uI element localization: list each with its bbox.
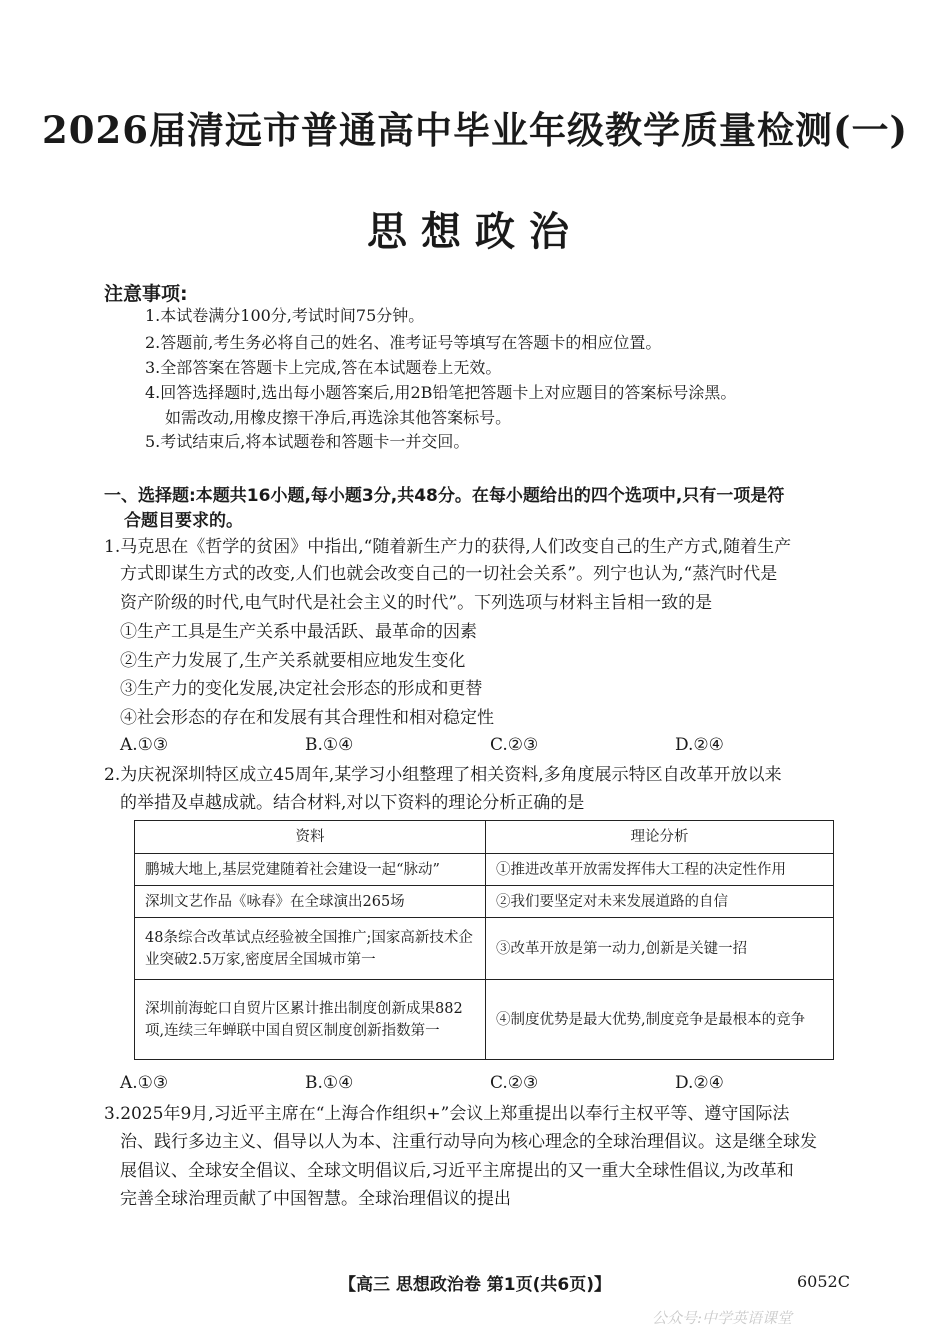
q1-option-a: A.①③ xyxy=(120,735,169,755)
section-heading-cont: 合题目要求的。 xyxy=(124,511,243,531)
table-row xyxy=(135,854,834,886)
q1-option-d: D.②④ xyxy=(675,735,724,755)
q1-statement: ①生产工具是生产关系中最活跃、最革命的因素 xyxy=(120,622,477,642)
table-header-row xyxy=(135,821,834,854)
note-item: 3.全部答案在答题卡上完成,答在本试题卷上无效。 xyxy=(145,358,502,377)
note-item: 如需改动,用橡皮擦干净后,再选涂其他答案标号。 xyxy=(165,408,512,427)
table-cell: 深圳文艺作品《咏春》在全球演出265场 xyxy=(135,886,486,918)
q1-option-b: B.①④ xyxy=(305,735,354,755)
table-cell: ②我们要坚定对未来发展道路的自信 xyxy=(486,886,834,918)
paper-code: 6052C xyxy=(797,1272,850,1291)
subject-title: 思想政治 xyxy=(367,208,583,255)
q2-stem: 2.为庆祝深圳特区成立45周年,某学习小组整理了相关资料,多角度展示特区自改革开放以来 xyxy=(104,765,782,785)
note-item: 5.考试结束后,将本试题卷和答题卡一并交回。 xyxy=(145,432,470,451)
notes-heading: 注意事项: xyxy=(104,283,188,305)
watermark: 公众号:中学英语课堂 xyxy=(652,1309,793,1327)
table-cell: ③改革开放是第一动力,创新是关键一招 xyxy=(486,918,834,980)
q1-statement: ④社会形态的存在和发展有其合理性和相对稳定性 xyxy=(120,708,494,728)
q3-stem: 治、践行多边主义、倡导以人为本、注重行动导向为核心理念的全球治理倡议。这是继全球发 xyxy=(120,1132,817,1152)
table-row xyxy=(135,886,834,918)
note-item: 4.回答选择题时,选出每小题答案后,用2B铅笔把答题卡上对应题目的答案标号涂黑。 xyxy=(145,383,737,402)
note-item: 2.答题前,考生务必将自己的姓名、准考证号等填写在答题卡的相应位置。 xyxy=(145,333,662,352)
note-item: 1.本试卷满分100分,考试时间75分钟。 xyxy=(145,306,425,325)
q1-statement: ②生产力发展了,生产关系就要相应地发生变化 xyxy=(120,651,466,671)
q2-material-table xyxy=(134,820,834,1060)
q2-stem: 的举措及卓越成就。结合材料,对以下资料的理论分析正确的是 xyxy=(120,793,585,813)
q2-option-b: B.①④ xyxy=(305,1073,354,1093)
q3-stem: 完善全球治理贡献了中国智慧。全球治理倡议的提出 xyxy=(120,1189,511,1209)
page-footer: 【高三 思想政治卷 第1页(共6页)】 xyxy=(338,1275,612,1295)
table-header: 资料 xyxy=(135,821,486,854)
q2-option-a: A.①③ xyxy=(120,1073,169,1093)
q1-stem: 方式即谋生方式的改变,人们也就会改变自己的一切社会关系”。列宁也认为,“蒸汽时代是 xyxy=(120,564,778,584)
table-cell: ①推进改革开放需发挥伟大工程的决定性作用 xyxy=(486,854,834,886)
q2-option-c: C.②③ xyxy=(490,1073,539,1093)
q3-stem: 展倡议、全球安全倡议、全球文明倡议后,习近平主席提出的又一重大全球性倡议,为改革和 xyxy=(120,1161,794,1181)
q2-option-d: D.②④ xyxy=(675,1073,724,1093)
q1-stem: 资产阶级的时代,电气时代是社会主义的时代”。下列选项与材料主旨相一致的是 xyxy=(120,593,713,613)
table-header: 理论分析 xyxy=(486,821,834,854)
exam-title: 2026届清远市普通高中毕业年级教学质量检测(一) xyxy=(42,108,908,152)
q3-stem: 3.2025年9月,习近平主席在“上海合作组织+”会议上郑重提出以奉行主权平等、遵守国际法 xyxy=(104,1104,790,1124)
table-cell: ④制度优势是最大优势,制度竞争是最根本的竞争 xyxy=(486,980,834,1060)
table-row xyxy=(135,918,834,980)
q1-stem: 1.马克思在《哲学的贫困》中指出,“随着新生产力的获得,人们改变自己的生产方式,随着生产 xyxy=(104,537,792,557)
q1-option-c: C.②③ xyxy=(490,735,539,755)
table-cell: 48条综合改革试点经验被全国推广;国家高新技术企业突破2.5万家,密度居全国城市第一 xyxy=(135,918,486,980)
table-row xyxy=(135,980,834,1060)
q1-statement: ③生产力的变化发展,决定社会形态的形成和更替 xyxy=(120,679,483,699)
section-heading: 一、选择题:本题共16小题,每小题3分,共48分。在每小题给出的四个选项中,只有一项是符 xyxy=(104,486,785,506)
table-cell: 深圳前海蛇口自贸片区累计推出制度创新成果882项,连续三年蝉联中国自贸区制度创新指数第一 xyxy=(135,980,486,1060)
table-cell: 鹏城大地上,基层党建随着社会建设一起“脉动” xyxy=(135,854,486,886)
